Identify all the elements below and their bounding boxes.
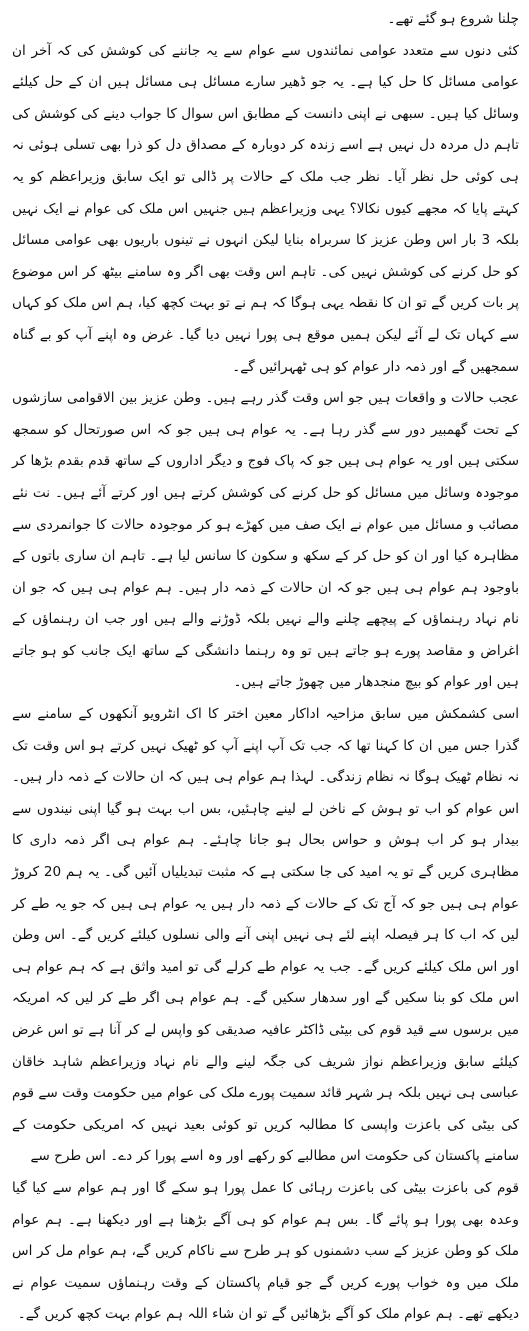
paragraph-moin-akhtar-interview: اسی کشمکش میں سابق مزاحیہ اداکار معین اختر کا اک انٹرویو آنکھوں کے سامنے سے گذرا جس میں ان کا کہنا تھا کہ جب تک آپ اپنے آپ کو ٹھیک نہیں کرتے ہو اس وقت تک نہ نظام ٹھیک ہوگا نہ نظام زندگی۔ لہذا ہم عوام ہی ہیں کہ ان حالات کے ذمہ دار ہیں۔ اس عوام کو اب تو ہوش کے ناخن لے لینے چاہئیں، بس اب بہت ہو گیا اپنی نیندوں سے بیدار ہو کر اب ہوش و حواس بحال ہو جانا چاہئے۔ ہم عوام ہی اگر ذمہ داری کا مظاہری کریں گے تو یہ امید کی جا سکتی ہے کہ مثبت تبدیلیاں آئیں گی۔ یہ ہم 20 کروڑ عوام ہی ہیں جو کہ آج تک کے حالات کے ذمہ دار ہیں یہ عوام ہی ہیں کہ جو یہ طے کر لیں کہ اب کا ہر فیصلہ اپنے لئے ہی نہیں اپنی آنے والی نسلوں کیلئے کریں گے۔ اس وطن اور اس ملک کیلئے کریں گے۔ جب یہ عوام طے کرلے گی تو امید واثق ہے کہ ہم عوام ہی اس ملک کو بنا سکیں گے اور سدھار سکیں گے۔ ہم عوام ہی اگر طے کر لیں کہ امریکہ میں برسوں سے قید قوم کی بیٹی ڈاکٹر عافیہ صدیقی کو واپس لے کر آنا ہے تو اس غرض کیلئے سابق وزیراعظم نواز شریف کی جگہ لینے والے نام نہاد وزیراعظم شاہد خاقان عباسی ہی نہیں بلکہ ہر شہر قائد سمیت پورے ملک کی عوام میں حکومت وقت سے قوم کی بیٹی کی باعزت واپسی کا مطالبہ کریں تو کوئی بعید نہیں کہ امریکی حکومت کے سامنے پاکستان کی حکومت اس مطالبے کو رکھے اور وہ اسے پورا کر دے۔ اس طرح سے — [12, 706, 519, 1165]
paragraph-opening-fragment: چلنا شروع ہو گئے تھے۔ — [387, 11, 519, 27]
paragraph-circumstances: عجب حالات و واقعات ہیں جو اس وقت گذر رہے ہیں۔ وطن عزیز بین الاقوامی سازشوں کے تحت گھمبیر دور سے گذر رہا ہے۔ یہ عوام ہی ہیں جو کہ اس صورتحال کو سمجھ سکتی ہیں اور یہ عوام ہی ہیں جو کہ پاک فوج و دیگر اداروں کے ساتھ قدم بقدم بڑھا کر موجودہ وسائل میں مسائل کو حل کرنے کی کوشش کرتے ہیں اور کرتے آئے ہیں۔ نت نئے مصائب و مسائل میں عوام نے ایک صف میں کھڑے ہو کر موجودہ حالات کا جوانمردی سے مظاہرہ کیا اور ان کو حل کر کے سکھ و سکون کا سانس لیا ہے۔ تاہم ان ساری باتوں کے باوجود ہم عوام ہی ہیں جو کہ ان حالات کے ذمہ دار ہیں۔ ہم عوام ہی ہیں کہ جو ان نام نہاد رہنماؤں کے پیچھے چلنے والے نہیں بلکہ ڈوڑنے والے ہیں اور جب ان رہنماؤں کے اغراض و مقاصد پورے ہو جاتے ہیں تو وہ رہنما دانشگی کے ساتھ ایک جانب کو ہو جاتے ہیں اور عوام کو بیچ منجدھار میں چھوڑ جاتے ہیں۔ — [12, 390, 519, 691]
paragraph-conclusion: قوم کی باعزت بیٹی کی باعزت رہائی کا عمل پورا ہو سکے گا اور ہم عوام سے کیا گیا وعدہ بھی پورا ہو پائے گا۔ بس ہم عوام کو ہی آگے بڑھنا ہے اور دیکھنا ہے۔ ہم عوام ملک کو وطن عزیز کے سب دشمنوں کو ہر طرح سے ناکام کریں گے، ہم عوام مل کر اس ملک میں وہ خواب پورے کریں گے جو قیام پاکستان کے وقت رہنماؤں سمیت عوام نے دیکھے تھے۔ ہم عوام ملک کو آگے بڑھائیں گے تو ان شاء اللہ ہم عوام بہت کچھ کریں گے۔ — [12, 1179, 519, 1323]
paragraph-public-representatives: کئی دنوں سے متعدد عوامی نمائندوں سے عوام سے یہ جاننے کی کوشش کی کہ آخر ان عوامی مسائل کا حل کیا ہے۔ یہ جو ڈھیر سارے مسائل ہی مسائل ہیں ان کے حل کیلئے وسائل کیا ہیں۔ سبھی نے اپنی دانست کے مطابق اس سوال کا جواب دینے کی کوشش کی تاہم دل مردہ دل نہیں ہے اسے زندہ کر دوبارہ کے مصداق دل کو ذرا بھی تسلی ہوئی نہ ہی کوئی حل نظر آیا۔ نظر جب ملک کے حالات پر ڈالی تو ایک سابق وزیراعظم کو یہ کہتے پایا کہ مجھے کیوں نکالا؟ یہی وزیراعظم ہیں جنہیں اس ملک کی عوام نے ایک نہیں بلکہ 3 بار اس وطن عزیز کا سربراہ بنایا لیکن انہوں نے تینوں باریوں بھی عوامی مسائل کو حل کرنے کی کوشش نہیں کی۔ تاہم اس وقت بھی اگر وہ سامنے بیٹھ کر اس موضوع پر بات کریں گے تو ان کا نقطہ یہی ہوگا کہ ہم نے تو بہت کچھ کیا، ہم اس ملک کو کہاں سے کہاں تک لے آئے لیکن ہمیں موقع ہی پورا نہیں دیا گیا۔ غرض وہ اپنے آپ کو بے گناہ سمجھیں گے اور ذمہ دار عوام کو ہی ٹھہرائیں گے۔ — [12, 42, 520, 375]
